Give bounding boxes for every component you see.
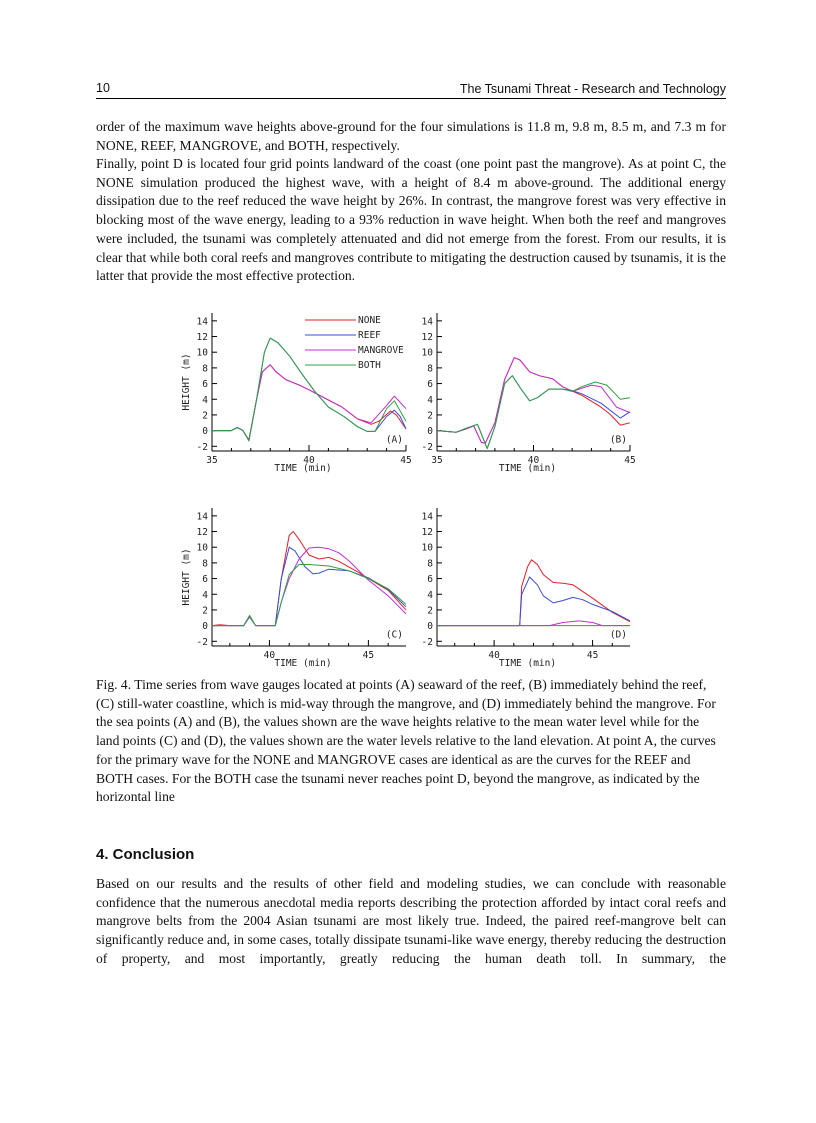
y-tick-label: 4 [427,589,433,601]
y-tick-label: 4 [202,589,208,601]
y-tick-label: 6 [427,574,433,586]
paragraph: Finally, point D is located four grid points landward of the coast (one point past the mangrove). As at point C, the NONE simulation produced the highest wave, with a height of 8.4 m above-ground. The additional energy dissipation due to the reef reduced the wave height by 26%. In contrast, the mangrove forest was very effective in blocking most of the wave energy, leading to a 93% reduction in wave height. When both the reef and mangroves were included, the tsunami was completely attenuated and did not emerge from the forest. From our results, it is clear that while both coral reefs and mangroves contribute to mitigating the destruction caused by tsunamis, it is the latter that provide the most effective protection. [96,156,726,284]
y-tick-label: 12 [421,332,433,344]
y-tick-label: -2 [196,441,208,453]
y-tick-label: 6 [427,379,433,391]
x-tick-label: 45 [624,455,636,466]
conclusion-paragraph: Based on our results and the results of other field and modeling studies, we can conclude with reasonable confidence that the numerous anecdotal media reports describing the protection afforded by intact coral reefs and mangrove belts from the 2004 Asian tsunami are most likely true. Indeed, the paired reef-mangrove belt can significantly reduce and, in some cases, totally dissipate tsunami-like wave energy, thereby reducing the destruction of property, and most importantly, greatly reducing the human death toll. In summary, the [96,876,726,966]
series-line-both [212,565,406,626]
running-title: The Tsunami Threat - Research and Technology [459,82,726,96]
y-tick-label: 0 [202,426,208,438]
y-tick-label: 6 [202,574,208,586]
legend-label: BOTH [358,360,381,371]
y-tick-label: 0 [202,621,208,633]
y-tick-label: 0 [427,426,433,438]
y-tick-label: 10 [196,347,208,359]
y-tick-label: 10 [421,542,433,554]
paragraph: order of the maximum wave heights above-ground for the four simulations is 11.8 m, 9.8 m, 8.5 m, and 7.3 m for NONE, REEF, MANGROVE, and BOTH, respectively. [96,119,726,153]
y-tick-label: 2 [202,410,208,422]
chart-panel-a [181,313,412,474]
series-line-mangrove [212,547,406,625]
chart-panel-b [422,313,636,474]
y-tick-label: -2 [421,636,433,648]
y-tick-label: 8 [427,363,433,375]
x-axis-label: TIME (min) [274,658,332,669]
y-tick-label: 0 [427,621,433,633]
figure-caption: Fig. 4. Time series from wave gauges located at points (A) seaward of the reef, (B) immediately behind the reef, (C) still-water coastline, which is mid-way through the mangrove, and (D) immediately behind the mangrove. For the sea points (A) and (B), the values shown are the wave heights relative to the mean water level while for the land points (C) and (D), the values shown are the water levels relative to the land elevation. At point A, the curves for the primary wave for the NONE and MANGROVE cases are identical as are the curves for the REEF and BOTH cases. For the BOTH case the tsunami never reaches point D, beyond the mangrove, as indicated by the horizontal line [96,677,716,805]
y-tick-label: 8 [202,363,208,375]
series-line-mangrove [437,621,630,626]
x-tick-label: 40 [303,455,315,466]
x-axis-label: TIME (min) [498,463,557,474]
y-tick-label: -2 [196,636,208,648]
panel-label: (D) [609,629,627,641]
y-tick-label: 4 [202,394,208,406]
y-tick-label: 12 [196,527,208,539]
chart-panel-c [181,508,406,669]
page-number: 10 [96,81,110,95]
y-tick-label: 12 [196,332,208,344]
panel-label: (C) [385,629,403,641]
y-tick-label: -2 [421,441,433,453]
series-line-none [437,560,630,626]
x-axis-label: TIME (min) [498,658,557,669]
y-tick-label: 14 [421,316,433,328]
x-tick-label: 40 [263,650,276,661]
x-tick-label: 45 [362,650,375,661]
x-tick-label: 45 [400,455,412,466]
section-heading: 4. Conclusion [96,846,195,863]
x-tick-label: 40 [488,650,500,661]
legend-label: NONE [358,315,381,326]
y-axis-label: HEIGHT (m) [181,353,192,411]
series-line-mangrove [437,358,630,444]
y-tick-label: 14 [196,316,208,328]
y-tick-label: 14 [196,511,208,523]
panel-label: (B) [609,434,627,446]
series-line-reef [437,577,630,626]
series-line-none [437,358,630,444]
y-axis-label: HEIGHT (m) [181,548,192,606]
chart-panel-d [422,508,630,669]
legend-label: MANGROVE [358,345,404,356]
y-tick-label: 8 [202,558,208,570]
y-tick-label: 14 [421,511,433,523]
y-tick-label: 2 [427,410,433,422]
x-tick-label: 35 [206,455,218,466]
y-tick-label: 10 [421,347,433,359]
x-axis-label: TIME (min) [274,463,332,474]
panel-label: (A) [385,434,403,446]
legend-label: REEF [358,330,381,341]
y-tick-label: 4 [427,394,433,406]
series-line-none [212,532,406,626]
y-tick-label: 6 [202,379,208,391]
y-tick-label: 2 [202,605,208,617]
x-tick-label: 45 [586,650,599,661]
y-tick-label: 8 [427,558,433,570]
x-tick-label: 40 [527,455,540,466]
y-tick-label: 10 [196,542,208,554]
y-tick-label: 2 [427,605,433,617]
y-tick-label: 12 [421,527,433,539]
x-tick-label: 35 [431,455,443,466]
